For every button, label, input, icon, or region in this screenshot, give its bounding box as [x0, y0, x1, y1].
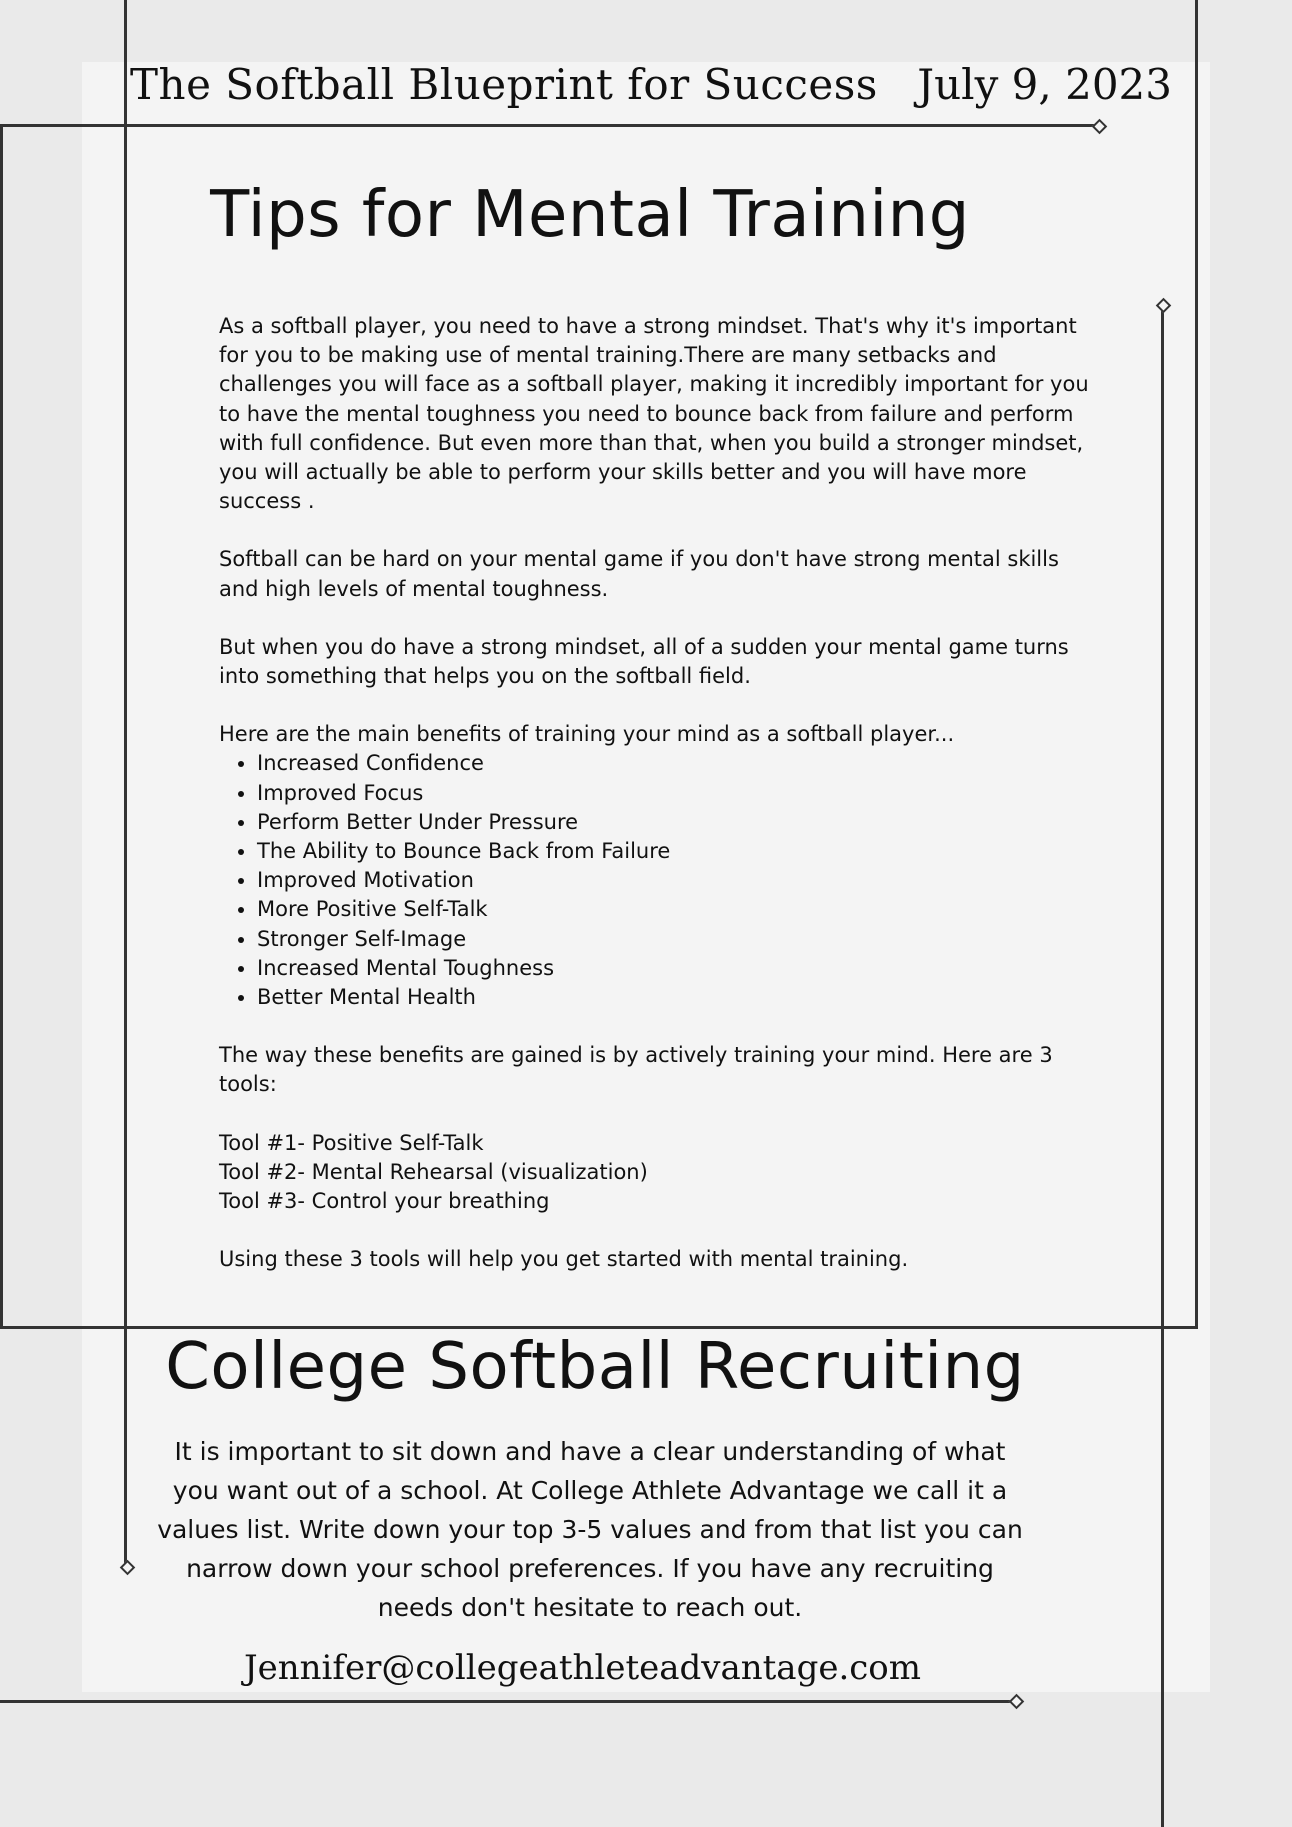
frame-line-header	[0, 124, 1100, 127]
list-item: • Increased Confidence	[257, 749, 1089, 778]
paragraph-3: But when you do have a strong mindset, all of a sudden your mental game turns into something that helps you on the softball field.	[219, 634, 1069, 689]
tools-intro: The way these benefits are gained is by actively training your mind. Here are 3 tools:	[219, 1043, 1053, 1097]
list-item: • Perform Better Under Pressure	[257, 808, 1089, 837]
tool-3: Tool #3- Control your breathing	[219, 1189, 550, 1214]
frame-line-right-top	[1195, 0, 1198, 1329]
list-item: • Increased Mental Toughness	[257, 954, 1089, 983]
frame-line-right-long	[1161, 306, 1164, 1827]
closing-paragraph: Using these 3 tools will help you get started with mental training.	[219, 1247, 909, 1272]
list-item: • Improved Focus	[257, 779, 1089, 808]
list-item: • The Ability to Bounce Back from Failure	[257, 837, 1089, 866]
recruiting-paragraph: It is important to sit down and have a clear understanding of what you want out of a school. At College Athlete Advantage we call it a values list. Write down your top 3-5 values and from that list you can narrow down your school preferences. If you have any recruiting needs don't hesitate to reach out.	[157, 1437, 1023, 1622]
frame-line-bottom	[0, 1700, 1014, 1703]
list-item: • Improved Motivation	[257, 866, 1089, 895]
newsletter-date: July 9, 2023	[917, 60, 1172, 109]
paragraph-2: Softball can be hard on your mental game if you don't have strong mental skills and high levels of mental toughness.	[219, 547, 1059, 601]
list-item: • Better Mental Health	[257, 983, 1089, 1012]
contact-email[interactable]: Jennifer@collegeathleteadvantage.com	[243, 1648, 922, 1688]
newsletter-title: The Softball Blueprint for Success	[130, 60, 878, 109]
benefits-intro: Here are the main benefits of training your mind as a softball player...	[219, 722, 955, 747]
mental-training-body	[219, 312, 1089, 1274]
frame-line-mid	[0, 1326, 1198, 1329]
frame-diamond-bottom	[1009, 1694, 1025, 1710]
tool-1: Tool #1- Positive Self-Talk	[219, 1130, 484, 1155]
intro-paragraph: As a softball player, you need to have a strong mindset. That's why it's important for you to be making use of mental training.There are many setbacks and challenges you will face as a softball player, making it incredibly important for you to have the mental toughness you need to bounce back from failure and perform with full confidence. But even more than that, when you build a stronger mindset, you will actually be able to perform your skills better and you will have more success .	[219, 314, 1089, 514]
recruiting-heading: College Softball Recruiting	[165, 1330, 1025, 1404]
frame-line-outer-left	[0, 124, 3, 1329]
list-item: • More Positive Self-Talk	[257, 895, 1089, 924]
tool-2: Tool #2- Mental Rehearsal (visualization)	[219, 1159, 648, 1184]
benefits-list	[219, 749, 1089, 1012]
list-item: • Stronger Self-Image	[257, 925, 1089, 954]
mental-training-heading: Tips for Mental Training	[210, 178, 970, 252]
